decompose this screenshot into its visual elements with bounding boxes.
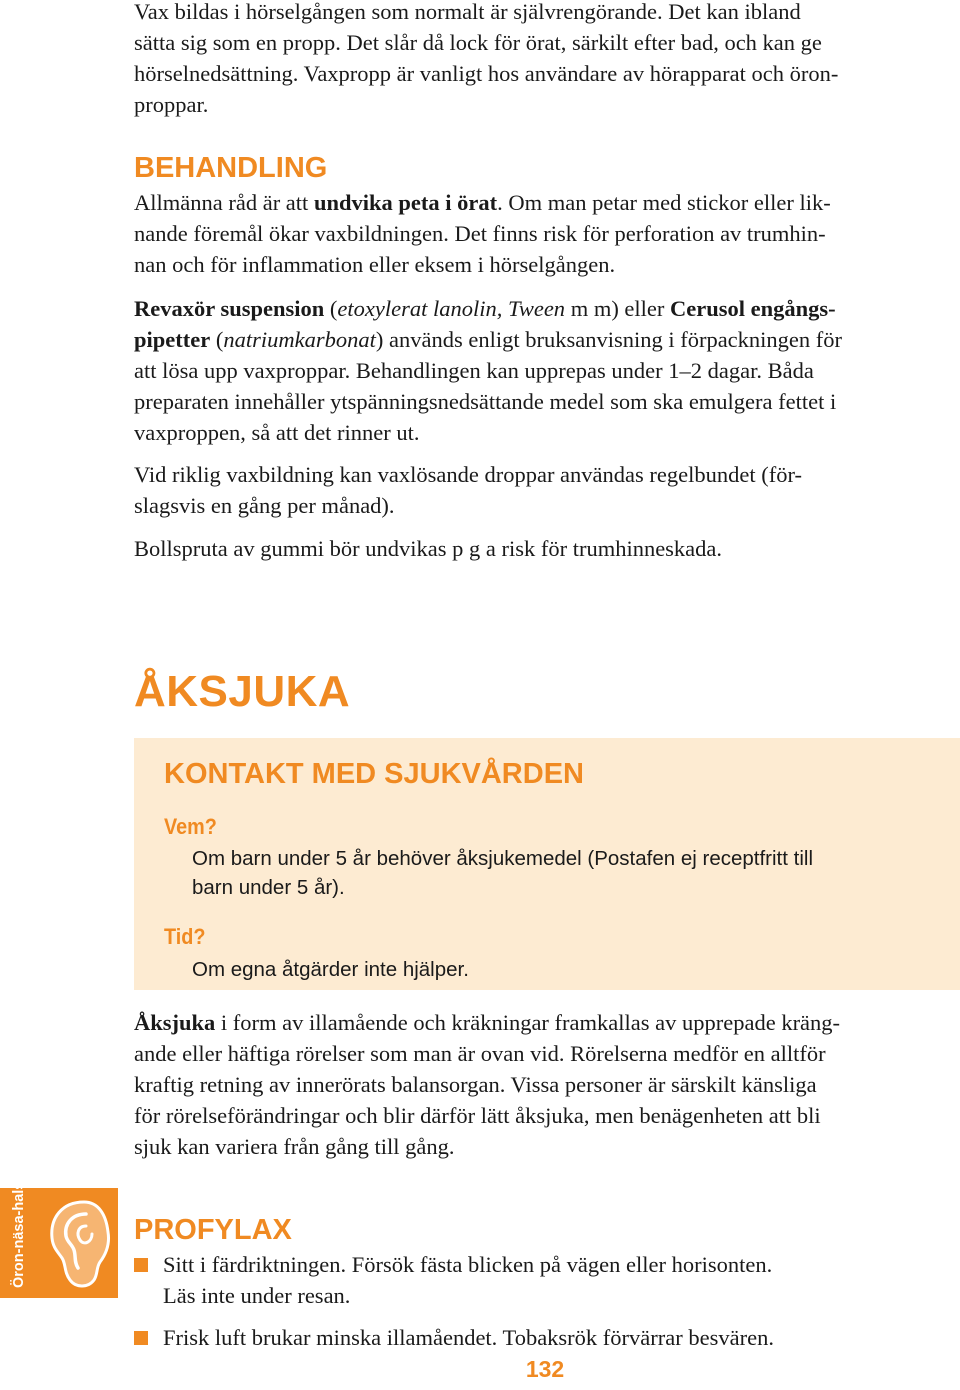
text-run: m m) eller <box>565 296 671 321</box>
contact-title: KONTAKT MED SJUKVÅRDEN <box>164 758 584 790</box>
bullet-text <box>163 1322 774 1353</box>
text-line: Om egna åtgärder inte hjälper. <box>192 958 469 981</box>
bold-run: Cerusol engångs- <box>670 296 836 321</box>
text-line: kraftig retning av innerörats balansorgan. Vissa personer är särskilt känsliga <box>134 1072 817 1097</box>
text-run: i form av illamående och kräkningar framkallas av upprepade kräng- <box>215 1010 841 1035</box>
text-line: ande eller häftiga rörelser som man är ovan vid. Rörelserna medför en alltför <box>134 1041 826 1066</box>
text-line: vaxproppen, så att det rinner ut. <box>134 420 420 445</box>
ear-icon <box>44 1198 114 1290</box>
text-line: Bollspruta av gummi bör undvikas p g a risk för trumhinneskada. <box>134 536 723 561</box>
page-number: 132 <box>525 1356 565 1382</box>
text-line: Sitt i färdriktningen. Försök fästa blicken på vägen eller horisonten. <box>163 1252 773 1277</box>
bullet-text <box>163 1249 772 1311</box>
who-text <box>192 844 813 902</box>
profylax-heading: PROFYLAX <box>134 1214 292 1246</box>
text-line: Om barn under 5 år behöver åksjukemedel (Postafen ej receptfritt till <box>192 847 813 870</box>
text-line <box>134 187 960 218</box>
text-line: nande föremål ökar vaxbildningen. Det finns risk för perforation av trumhin- <box>134 221 826 246</box>
text-line: nan och för inflammation eller eksem i hörselgången. <box>134 252 616 277</box>
text-line: proppar. <box>134 92 209 117</box>
text-line: barn under 5 år). <box>192 876 345 899</box>
bold-run: undvika peta i örat <box>313 190 498 215</box>
italic-run: natriumkarbonat <box>223 327 376 352</box>
section-side-tab <box>0 1181 118 1298</box>
text-line: för rörelseförändringar och blir därför lätt åksjuka, men benägenheten att bli <box>134 1103 821 1128</box>
text-line: Vid riklig vaxbildning kan vaxlösande droppar användas regelbundet (för- <box>134 462 803 487</box>
text-line <box>134 293 960 324</box>
text-run: . Om man petar med stickor eller lik- <box>497 190 831 215</box>
behandling-paragraph-1 <box>134 187 960 280</box>
behandling-heading: BEHANDLING <box>134 152 328 184</box>
bold-run: Åksjuka <box>134 1010 216 1035</box>
text-line: att lösa upp vaxproppar. Behandlingen kan upprepas under 1–2 dagar. Båda <box>134 358 814 383</box>
text-line: hörselnedsättning. Vaxpropp är vanligt hos användare av hörapparat och öron- <box>134 61 839 86</box>
bullet-icon <box>134 1258 148 1272</box>
text-line: sjuk kan variera från gång till gång. <box>134 1134 455 1159</box>
text-run: Allmänna råd är att <box>134 190 314 215</box>
when-text <box>192 955 469 984</box>
text-run: ) används enligt bruksanvisning i förpackningen för <box>375 327 843 352</box>
behandling-paragraph-4 <box>134 533 960 564</box>
text-line: Vax bildas i hörselgången som normalt är självrengörande. Det kan ibland <box>134 0 801 24</box>
behandling-paragraph-3 <box>134 459 960 521</box>
bold-run: pipetter <box>134 327 211 352</box>
italic-run: etoxylerat lanolin, Tween <box>337 296 566 321</box>
text-line: slagsvis en gång per månad). <box>134 493 395 518</box>
side-tab-label: Öron-näsa-hals <box>11 1181 27 1288</box>
text-run: ( <box>324 296 338 321</box>
contact-box <box>134 738 960 990</box>
aksjuka-heading: ÅKSJUKA <box>134 667 351 716</box>
text-line: Frisk luft brukar minska illamåendet. Tobaksrök förvärrar besvären. <box>163 1325 774 1350</box>
when-label: Tid? <box>164 924 206 949</box>
text-line: preparaten innehåller ytspänningsnedsättande medel som ska emulgera fettet i <box>134 389 837 414</box>
bullet-icon <box>134 1331 148 1345</box>
text-line: sätta sig som en propp. Det slår då lock för örat, särkilt efter bad, och kan ge <box>134 30 822 55</box>
intro-paragraph <box>134 0 960 120</box>
bold-run: Revaxör suspension <box>134 296 325 321</box>
text-line: Läs inte under resan. <box>163 1283 351 1308</box>
text-line <box>134 324 960 355</box>
aksjuka-paragraph <box>134 1007 960 1162</box>
who-label: Vem? <box>164 814 217 839</box>
text-run: ( <box>210 327 224 352</box>
text-line <box>134 1007 960 1038</box>
behandling-paragraph-2 <box>134 293 960 448</box>
